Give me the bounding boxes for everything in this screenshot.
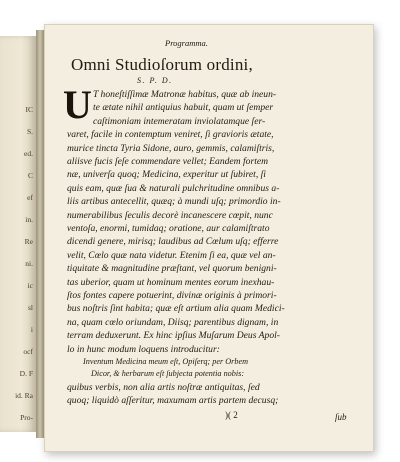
body-text-line: tiquitate & magnitudine præſtant, vel quorum benigni-	[67, 263, 277, 275]
verse-line: Inventum Medicina meum eſt, Opiſerq; per Orbem	[83, 357, 248, 366]
body-text-line: caſtimoniam intemeratam inviolatamque ſer-	[93, 115, 266, 127]
left-page-fragment: C	[27, 171, 33, 180]
body-text-line: aliisve fucis ſeſe commendare vellet; Eandem fortem	[67, 156, 269, 167]
body-text-line: bus noſtris ſint habita; quæ eſt artium alia quam Medici-	[67, 303, 285, 315]
body-text-line: te ætate nihil antiquius habuit, quam ut ſemper	[93, 102, 274, 114]
catchword: ſub	[335, 411, 347, 422]
body-text-line: murice tincta Tyria Sidone, auro, gemmis, calamiſtris,	[67, 142, 275, 154]
body-text-line: na, quam cœlo oriundam, Diisq; parentibus dignam, in	[67, 316, 279, 328]
body-text-line: varet, facile in contemptum veniret, ſi gravioris ætate,	[67, 129, 274, 141]
left-page-fragment: S.	[26, 127, 33, 136]
body-text-line: næ, univerſa quoq; Medicina, experitur ut ſubiret, ſi	[67, 169, 266, 181]
body-text-line: numerabilibus ſeculis decorè incanescere cœpit, nunc	[67, 209, 273, 221]
left-page-fragment: i	[30, 325, 33, 334]
left-page-fragment: D. F	[19, 369, 33, 378]
signature-mark: )( 2	[225, 409, 238, 420]
closing-text-line: quoq; liquidò aſſeritur, maxumam artis partem decusq;	[67, 395, 279, 407]
body-text-line: ſtos fontes capere potuerint, divinæ originis à primori-	[67, 290, 277, 301]
left-page-fragment: Pro-	[20, 413, 33, 422]
body-text-line: dicendi genere, mirisq; laudibus ad Cœlum uſq; efferre	[67, 236, 279, 248]
page-title: Omni Studioſorum ordini,	[71, 55, 253, 74]
body-text-line: liis artibus antecellit, quæq; à mundi uſq; primordio in-	[67, 196, 281, 208]
page-text-block	[45, 25, 373, 451]
left-page-fragment: sl	[27, 303, 33, 312]
left-page-fragment: ic	[27, 281, 33, 290]
left-page-fragment: Re	[24, 237, 33, 246]
body-text-line: velit, Cœlo quæ nata videtur. Etenim ſi ea, quæ vel an-	[67, 249, 276, 261]
verse-line: Dicor, & herbarum eſt ſubjecta potentia nobis:	[91, 369, 245, 379]
body-text-line: lo in hunc modum loquens introducitur:	[67, 343, 220, 355]
running-head: Programma.	[165, 38, 208, 48]
left-page-fragment: in.	[25, 215, 33, 224]
left-facing-page-edge	[0, 36, 37, 432]
drop-cap: U	[63, 82, 92, 127]
salutation: S. P. D.	[137, 76, 173, 85]
left-page-fragment: ed.	[24, 149, 33, 158]
left-page-fragment: id. Ra	[15, 391, 33, 400]
body-text-line: ventoſa, enormi, tumidaq; oratione, aur calamiſtrato	[67, 223, 270, 234]
book-gutter	[36, 30, 44, 438]
closing-text-line: quibus verbis, non alia artis noſtræ antiquitas, ſed	[67, 381, 260, 393]
left-page-fragment: IC	[25, 105, 33, 114]
body-text-line: tas uberior, quam ut hominum mentes eorum inexhau-	[67, 276, 275, 288]
body-text-line: terram deduxerunt. Ex hinc ipſius Muſarum Deus Apol-	[67, 330, 280, 342]
body-text-line: quis eam, quæ ſua & naturali pulchritudine omnibus a-	[67, 182, 280, 194]
left-page-fragment: ef	[27, 193, 33, 202]
body-text-line: T honeſtiſſimæ Matronæ habitus, quæ ab ineun-	[93, 89, 277, 100]
left-page-fragment: ocf	[23, 347, 33, 356]
left-page-fragment: ni.	[25, 259, 33, 268]
book-page	[44, 24, 374, 452]
